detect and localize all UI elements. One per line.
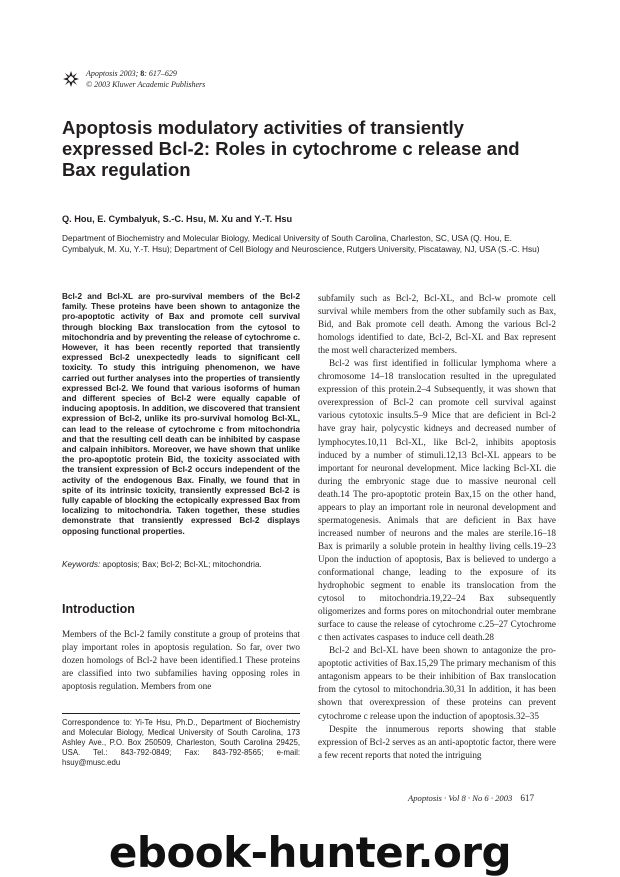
- section-heading-introduction: Introduction: [62, 602, 135, 616]
- affiliation: Department of Biochemistry and Molecular Biology, Medical University of South Carolina, Charleston, SC, USA (Q. Hou, E. Cymbalyuk, M. Xu, Y.-T. Hsu); Department of Cell Biology and Neuroscience, Rutgers University, Piscataway, NJ, USA (S.-C. Hsu): [62, 233, 540, 254]
- body-paragraph: Bcl-2 was first identified in follicular lymphoma where a chromosome 14–18 translocation resulted in the upregulated expression of this protein.2–4 Subsequently, it was shown that overexpression of Bcl-2 can promote cell survival against various cytotoxic insults.5–9 Mice that are deficient in Bcl-2 have gray hair, polycystic kidneys and decreased number of lymphocytes.10,11 Bcl-XL, like Bcl-2, inhibits apoptosis induced by a number of stimuli.12,13 Bcl-XL appears to be important for neuronal development. Mice lacking Bcl-XL die during the embryonic stage due to massive neuronal cell death.14 The pro-apoptotic protein Bax,15 on the other hand, appears to play an important role in neuronal development and spermatogenesis. Animals that are deficient in Bax have increased number of neurons and the males are sterile.16–18 Bax is primarily a soluble protein in healthy living cells.19–23 Upon the induction of apoptosis, Bax is believed to undergo a conformational change, leading to the exposure of its hydrophobic segment to enable its translocation from the cytosol to mitochondria.19,22–24 Bax subsequently oligomerizes and forms pores on mitochondrial outer membrane surface to cause the release of cytochrome c.25–27 Cytochrome c then activates caspases to induce cell death.28: [318, 358, 556, 643]
- correspondence-footnote: Correspondence to: Yi-Te Hsu, Ph.D., Department of Biochemistry and Molecular Biology, Medical University of South Carolina, 173 Ashley Ave., P.O. Box 250509, Charleston, South Carolina 29425, USA. Tel.: 843-792-0849; Fax: 843-792-8565; e-mail: hsuy@musc.edu: [62, 718, 300, 767]
- body-paragraph: subfamily such as Bcl-2, Bcl-XL, and Bcl-w promote cell survival while members from the other subfamily such as Bax, Bid, and Bak promote cell death. Among the various Bcl-2 homologs identified to date, Bcl-2, Bcl-XL and Bax represent the most well characterized members.: [318, 293, 556, 356]
- citation-pages: : 617–629: [144, 69, 177, 78]
- citation-volume: 8: [140, 69, 145, 78]
- copyright-line: © 2003 Kluwer Academic Publishers: [86, 80, 206, 89]
- keywords: [62, 560, 300, 569]
- running-footer: [408, 793, 534, 803]
- right-column: [318, 292, 556, 762]
- keywords-label: Keywords:: [62, 560, 101, 569]
- body-paragraph: Bcl-2 and Bcl-XL have been shown to antagonize the pro-apoptotic activities of Bax.15,29 The primary mechanism of this antagonism appears to be their inhibition of Bax translocation from the cytosol to mitochondria.30,31 In addition, it has been shown that overexpression of these proteins can prevent cytochrome c release upon the induction of apoptosis.32–35: [318, 645, 556, 721]
- publisher-logo-icon: [62, 70, 80, 88]
- keywords-list: apoptosis; Bax; Bcl-2; Bcl-XL; mitochondria.: [100, 560, 262, 569]
- intro-paragraph: Members of the Bcl-2 family constitute a group of proteins that play important roles in apoptosis regulation. So far, over two dozen homologs of Bcl-2 have been identified.1 These proteins are classified into two subfamilies having opposing roles in apoptosis regulation. Members from one: [62, 629, 300, 691]
- running-footer-text: Apoptosis · Vol 8 · No 6 · 2003: [408, 793, 513, 803]
- footnote-divider: [62, 713, 300, 714]
- body-paragraph: Despite the innumerous reports showing that stable expression of Bcl-2 serves as an anti-apoptotic factor, there were a few recent reports that noted the intriguing: [318, 723, 556, 760]
- author-list: Q. Hou, E. Cymbalyuk, S.-C. Hsu, M. Xu and Y.-T. Hsu: [62, 214, 293, 224]
- watermark: ebook-hunter.org: [108, 828, 512, 877]
- journal-citation: [86, 68, 205, 90]
- abstract: Bcl-2 and Bcl-XL are pro-survival members of the Bcl-2 family. These proteins have been shown to antagonize the pro-apoptotic activity of Bax and promote cell survival through blocking Bax translocation from the cytosol to mitochondria and by preventing the release of cytochrome c. However, it has been recently reported that transiently expressed Bcl-2 unexpectedly leads to significant cell toxicity. To study this intriguing phenomenon, we have carried out further analyses into the properties of transiently expressed Bcl-2. We found that various isoforms of human and different species of Bcl-2 were equally capable of inducing apoptosis. In addition, we discovered that transient expression of Bcl-2, unlike its pro-survival homolog Bcl-XL, can lead to the release of cytochrome c from mitochondria and that the resulting cell death can be inhibited by caspase and calpain inhibitors. Moreover, we have shown that unlike the pro-apoptotic protein Bid, the toxicity associated with the transient expression of Bcl-2 occurs independent of the activity of the endogenous Bax. Finally, we found that in spite of its intrinsic toxicity, transiently expressed Bcl-2 is fully capable of blocking the ectopically expressed Bax from localizing to mitochondria. Taken together, these studies demonstrate that transiently expressed Bcl-2 displays opposing functional properties.: [62, 292, 300, 536]
- page-number: 617: [520, 793, 535, 803]
- citation-year: 2003;: [117, 69, 141, 78]
- journal-name: Apoptosis: [86, 69, 118, 78]
- article-title: Apoptosis modulatory activities of transiently expressed Bcl-2: Roles in cytochrome c release and Bax regulation: [62, 117, 520, 180]
